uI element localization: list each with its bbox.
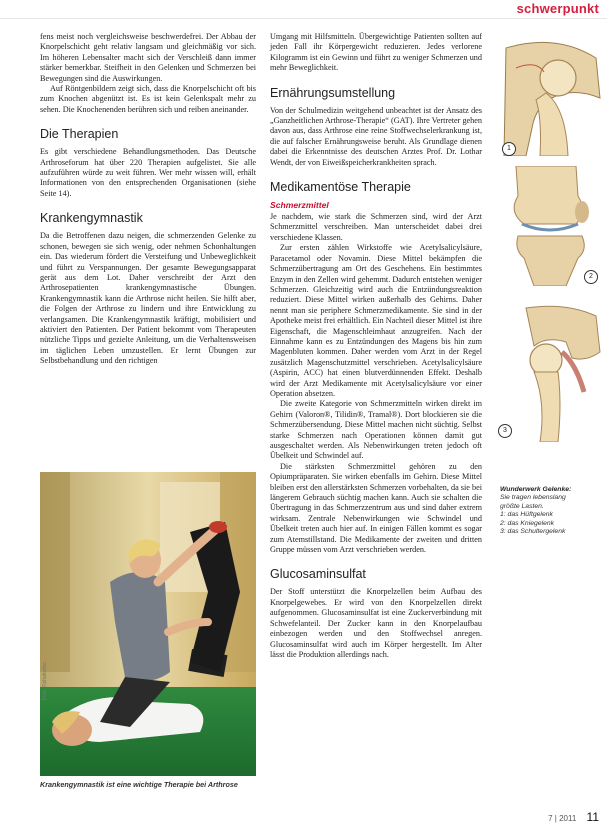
photo-credit: Foto: ©photodisc (42, 662, 48, 700)
figure-number: 2 (584, 270, 598, 284)
paragraph: Es gibt verschiedene Behandlungsmethoden. Das Deutsche Arthroseforum hat über 220 Therapien aufgelistet. Sie alle aufzuführen würde zu weit führen. Wer mehr wissen will, erhält Informationen von den entsprechenden Organisationen (siehe Seite 14). (40, 147, 256, 198)
header-rule (0, 18, 607, 19)
paragraph: fens meist noch vergleichsweise beschwerdefrei. Der Abbau der Knorpelschicht geht relativ langsam und gleichmäßig vor sich. Im höheren Lebensalter macht sich der Verschleiß dann immer stärker bemerkbar. Steifheit in den Gelenken und Schmerzen bei Bewegungen sind die Auswirkungen. (40, 32, 256, 83)
shoulder-joint-icon (496, 302, 604, 442)
paragraph: Auf Röntgenbildern zeigt sich, dass die Knorpelschicht oft bis zum Knochen abgenützt ist. Es ist kein Gelenkspalt mehr zu sehen. Die Knochenenden berühren sich und reiben aneinander. (40, 84, 256, 114)
page-header (0, 0, 607, 18)
caption-line: größte Lasten. (500, 502, 544, 510)
paragraph: Der Stoff unterstützt die Knorpelzellen beim Aufbau des Knorpelgewebes. Er wird von den Knorpelzellen direkt aufgenommen. Glucosaminsulfat ist eine Zuckerverbindung mit Schwefelanteil. Der Zucker kann in den Knorpelaufbau einbezogen werden und den Stoffwechsel anregen. Glucosaminsulfat wird auch im Körper hergestellt. Im Alter lässt die Produktion allerdings nach. (270, 587, 482, 659)
paragraph: Je nachdem, wie stark die Schmerzen sind, wird der Arzt Schmerzmittel verschreiben. Man unterscheidet dabei drei verschiedene Klassen. (270, 212, 482, 242)
text-column-2 (270, 32, 482, 660)
therapy-photo-illustration (40, 472, 256, 776)
therapy-photo (40, 472, 256, 776)
paragraph: Die zweite Kategorie von Schmerzmitteln wirken direkt im Gehirn (Valoron®, Tilidin®, Tramal®). Dort blockieren sie die Schmerzübersendung. Diese Mittel machen nicht süchtig. Selbst starke Schmerzen nach Operationen können damit gut ausgeschaltet werden. Als Nebenwirkungen treten jedoch oft Übelkeit und Schwindel auf. (270, 399, 482, 461)
illustration-caption (500, 486, 604, 536)
caption-line: 3: das Schultergelenk (500, 528, 566, 536)
paragraph: Die stärksten Schmerzmittel gehören zu den Opiumpräparaten. Sie wirken ebenfalls im Gehirn. Diese Mittel bleiben erst den allerstärksten Schmerzen vorbehalten, da sie bei längerem Gebrauch süchtig machen kann. Auch sie schalten die Übertragung in das Schmerzzentrum aus und sind daher extrem wirksam. Zentrale Nebenwirkungen wie Schwindel und Übelkeit treten auch hier auf. In einigen Fällen kommt es sogar zum Atemstillstand. Die Medikamente der zweiten und dritten Gruppe müssen vom Arzt verschrieben werden. (270, 461, 482, 555)
heading-therapien: Die Therapien (40, 127, 119, 142)
caption-line: 2: das Kniegelenk (500, 519, 555, 527)
knee-joint-icon (496, 166, 604, 286)
hip-joint-icon (496, 38, 604, 156)
figure-number: 3 (498, 424, 512, 438)
knee-joint-illustration (496, 166, 604, 286)
subheading-schmerzmittel: Schmerzmittel (270, 200, 329, 211)
text-column-1 (40, 32, 256, 367)
page-footer (548, 810, 599, 824)
heading-ernaehrung: Ernährungsumstellung (270, 85, 396, 100)
hip-joint-illustration (496, 38, 604, 156)
paragraph: Da die Betroffenen dazu neigen, die schmerzenden Gelenke zu schonen, bewegen sie sich wenig, oder nehmen Schonhaltungen ein. Das wiederum fördert die Versteifung und Unbeweglichkeit und führt zu Verspannungen. Der gesamte Bewegungsapparat gerät aus dem Lot. Daher verschreibt der Arzt den Arthrosepatienten krankengymnastische Übungen. Krankengymnastik kann die Arthrose nicht heilen. Sie hilft aber, die Folgen der Arthrose zu lindern und ihre Entwicklung zu verlangsamen. Die Krankengymnastik kräftigt, mobilisiert und aktiviert den Patienten. Der Patient bekommt vom Therapeuten nützliche Tipps und gezielte Anleitung, um die Verhaltensweisen im täglichen Leben umzustellen. Er lernt Übungen zur Selbstbehandlung und den richtigen (40, 231, 256, 366)
paragraph: Umgang mit Hilfsmitteln. Übergewichtige Patienten sollten auf jeden Fall ihr Körpergewicht reduzieren. Jedes verlorene Kilogramm ist ein Gewinn und führt zu weniger Schmerzen und mehr Beweglichkeit. (270, 32, 482, 73)
caption-line: Sie tragen lebenslang (500, 494, 566, 502)
paragraph: Von der Schulmedizin weitgehend unbeachtet ist der Ansatz des „Ganzheitlichen Arthrose-Therapie“ (GAT). Ihre Vertreter gehen davon aus, dass Arthrose eine reine Stoffwechselerkrankung ist, die auf falscher Ernährungsweise beruht. Als Grundlage dienen dabei die Erkenntnisse des deutschen Arztes Prof. Dr. Lothar Wendt, der von Eiweißspeicherkrankheiten sprach. (270, 105, 482, 167)
shoulder-joint-illustration (496, 302, 604, 442)
figure-number: 1 (502, 142, 516, 156)
caption-line: 1: das Hüftgelenk (500, 511, 553, 519)
paragraph: Zur ersten zählen Wirkstoffe wie Acetylsalicylsäure, Paracetamol oder Novamin. Diese Mittel bekämpfen die Schmerzübertragung am Ort des Geschehens. Ein bestimmtes Enzym in den Zellen wird gehemmt. Dadurch entstehen weniger Schmerzen. Gleichzeitig wird auch die Entzündungsreaktion reduziert. Diese Mittel wirken außerhalb des Gehirns. Daher nennt man sie periphere Schmerzmedikamente. Sie sind in der Apotheke meist frei erhältlich. Ein Nachteil dieser Mittel ist ihre Eigenschaft, die Magenschleimhaut anzugreifen. Nach der Einnahme kann es zu Entzündungen des Magens bis hin zum Magenbluten kommen. Daher werden vom Arzt in der Regel zusätzlich Magenschutzmittel verschrieben. Acetylsalicylsäure (Aspirin, ACC) hat einen blutverdünnenden Effekt. Deshalb wird der Arzt Medikamente mit Acetylsalicylsäure vor einer Operation absetzen. (270, 243, 482, 398)
section-tag: schwerpunkt (516, 1, 599, 16)
photo-caption: Krankengymnastik ist eine wichtige Therapie bei Arthrose (40, 780, 238, 789)
issue-label: 7 | 2011 (548, 814, 577, 823)
heading-medikamente: Medikamentöse Therapie (270, 180, 411, 195)
page-number: 11 (586, 810, 599, 824)
heading-krankengymnastik: Krankengymnastik (40, 211, 143, 226)
heading-glucosamin: Glucosaminsulfat (270, 567, 366, 582)
caption-title: Wunderwerk Gelenke: (500, 486, 572, 493)
